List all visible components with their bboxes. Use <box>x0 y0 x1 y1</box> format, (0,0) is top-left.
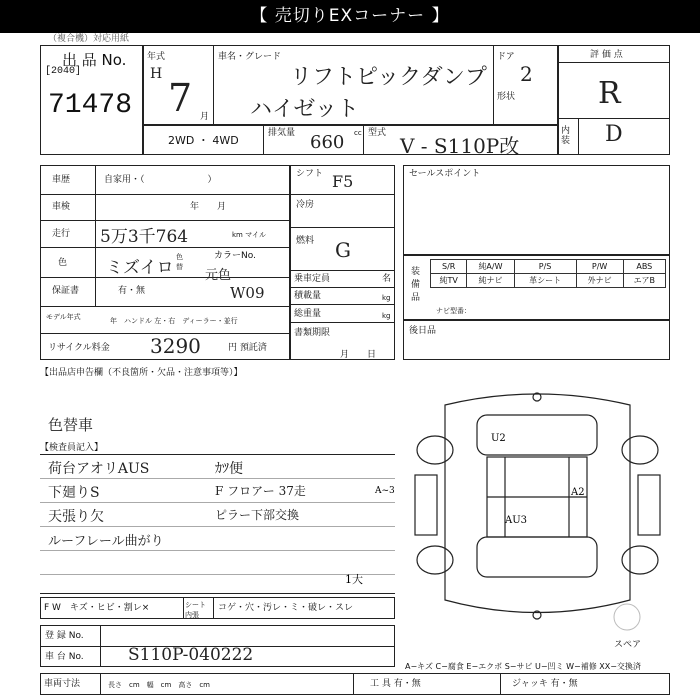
inspector-note-right-0: ｶﾂ便 <box>215 461 243 477</box>
inspector-note-right-1: F フロアー 37走 <box>215 484 306 498</box>
inspection-header: 【検査員記入】 <box>40 443 104 453</box>
type-value: V - S110P改 <box>400 134 520 158</box>
equip-sr: S/R <box>431 260 467 274</box>
inspection-value: 年 月 <box>190 202 227 212</box>
stamp-code: [2040] <box>45 66 82 77</box>
shift-label: シフト <box>296 169 324 179</box>
capacity-label: 乗車定員 <box>294 274 331 284</box>
displacement-label: 排気量 <box>268 128 296 138</box>
chassis-value: S110P-040222 <box>128 645 254 665</box>
lot-label: 出 品 No. <box>62 51 127 69</box>
equipment-grid <box>430 259 666 288</box>
type-label: 型式 <box>368 128 387 138</box>
diagram-mark-u2: U2 <box>491 433 506 444</box>
spare-label: スペア <box>614 640 642 650</box>
gross-label: 総重量 <box>294 309 322 319</box>
equip-ext-navi: 外ナビ <box>576 274 623 288</box>
fuel-value: G <box>335 238 351 262</box>
docs-label: 書類期限 <box>294 328 331 338</box>
equip-ps: P/S <box>514 260 576 274</box>
mileage-label: 走行 <box>52 229 71 239</box>
sales-point-label: セールスポイント <box>409 169 481 179</box>
recycle-value: 3290 <box>150 334 201 358</box>
color-no-label: カラーNo. <box>214 251 256 261</box>
score-value: R <box>598 76 621 111</box>
docs-unit: 月 日 <box>340 350 377 360</box>
capacity-unit: 名 <box>382 274 392 284</box>
inspector-note-0: 色替車 <box>48 416 94 434</box>
lot-number: 71478 <box>48 90 133 121</box>
color-label: 色 <box>58 258 68 268</box>
inspector-note-3: 天張り欠 <box>48 509 104 525</box>
mileage-value: 5万3千764 <box>100 227 189 247</box>
recycle-label: リサイクル料金 <box>48 343 110 353</box>
diagram-mark-a2: A2 <box>571 487 585 498</box>
name-handwritten: ハイゼット <box>250 97 359 122</box>
seat-label: シート内張 <box>185 601 206 619</box>
year-era: H <box>150 66 163 82</box>
equip-tv: 純TV <box>431 274 467 288</box>
warranty-label: 保証書 <box>52 286 80 296</box>
inspector-note-right-2: ピラー下部交換 <box>215 508 300 522</box>
score-label: 評 価 点 <box>590 50 623 60</box>
tools-label: 工 具 有・無 <box>370 679 421 689</box>
equipment-label: 装備品 <box>411 267 421 303</box>
door-value: 2 <box>520 62 533 86</box>
inspector-note-1: 荷台アオリAUS <box>48 461 150 477</box>
navi-label: ナビ型番： <box>436 307 471 315</box>
color-change: 色替 <box>176 253 183 271</box>
color-value: ミズイロ <box>106 258 174 278</box>
aircon-label: 冷房 <box>296 200 315 210</box>
equip-pw: P/W <box>576 260 623 274</box>
header-title: 【 売切りEXコーナー 】 <box>0 0 700 33</box>
load-unit: kg <box>382 294 391 302</box>
drive-label: 2WD ・ 4WD <box>168 134 239 147</box>
legend-text: A−キズ C−腐食 E−エクボ S−サビ U−凹ミ W−補修 XX−交換済 <box>405 662 641 671</box>
year-label: 年式 <box>147 52 166 62</box>
load-label: 積載量 <box>294 291 322 301</box>
diagram-mark-au3: AU3 <box>505 515 528 526</box>
equip-abs: ABS <box>623 260 665 274</box>
seat-row: コゲ・穴・汚レ・ミ・破レ・スレ <box>218 603 354 613</box>
shift-value: F5 <box>332 172 354 191</box>
cc-unit: cc <box>354 129 362 137</box>
history-label: 車歴 <box>52 175 71 185</box>
equip-airbag: エアB <box>623 274 665 288</box>
history-value: 自家用・（ ） <box>104 175 217 185</box>
dims-label: 車両寸法 <box>44 679 81 689</box>
equip-leather: 革シート <box>514 274 576 288</box>
equip-alloy: 純A/W <box>467 260 514 274</box>
model-year-label: モデル年式 <box>46 313 81 321</box>
diagram-mark-dai: 1大 <box>345 573 363 586</box>
color-original: 元色 <box>205 268 232 283</box>
fw-label: F W キズ・ヒビ・割レ× <box>44 603 150 613</box>
inspection-label: 車検 <box>52 202 71 212</box>
interior-label: 内装 <box>561 126 571 146</box>
gross-unit: kg <box>382 312 391 320</box>
later-label: 後日品 <box>409 326 437 336</box>
equip-navi: 純ナビ <box>467 274 514 288</box>
interior-value: D <box>605 122 623 147</box>
diagram-mark-a3: A~3 <box>375 486 395 496</box>
model-year-row: 年 ハンドル 左・右 ディーラー・並行 <box>110 317 238 325</box>
shape-label: 形状 <box>497 92 516 102</box>
recycle-unit: 円 預託済 <box>228 343 267 353</box>
color-no-value: W09 <box>230 284 265 302</box>
dims-row: 長さ cm 幅 cm 高さ cm <box>108 681 211 689</box>
displacement-value: 660 <box>310 132 345 153</box>
top-partial-label: （複合機）対応用紙 <box>48 34 130 44</box>
report-label: 【出品店申告欄（不良箇所・欠品・注意事項等）】 <box>40 368 243 378</box>
inspector-note-2: 下廻りS <box>48 485 100 501</box>
chassis-label: 車 台 No. <box>45 652 84 662</box>
vehicle-diagram <box>345 385 670 630</box>
inspector-note-4: ルーフレール曲がり <box>48 534 164 549</box>
grade-handwritten: リフトピックダンプ <box>290 65 487 90</box>
door-label: ドア <box>497 52 515 62</box>
km-label: km マイル <box>232 231 266 239</box>
warranty-value: 有・無 <box>118 286 146 296</box>
spare-tire-icon <box>612 602 642 632</box>
month-label: 月 <box>200 112 210 122</box>
fuel-label: 燃料 <box>296 236 315 246</box>
model-label: 車名・グレード <box>218 52 282 62</box>
later-box <box>403 320 670 360</box>
reg-label: 登 録 No. <box>45 631 84 641</box>
year-value: 7 <box>168 76 193 120</box>
jack-label: ジャッキ 有・無 <box>512 679 578 689</box>
